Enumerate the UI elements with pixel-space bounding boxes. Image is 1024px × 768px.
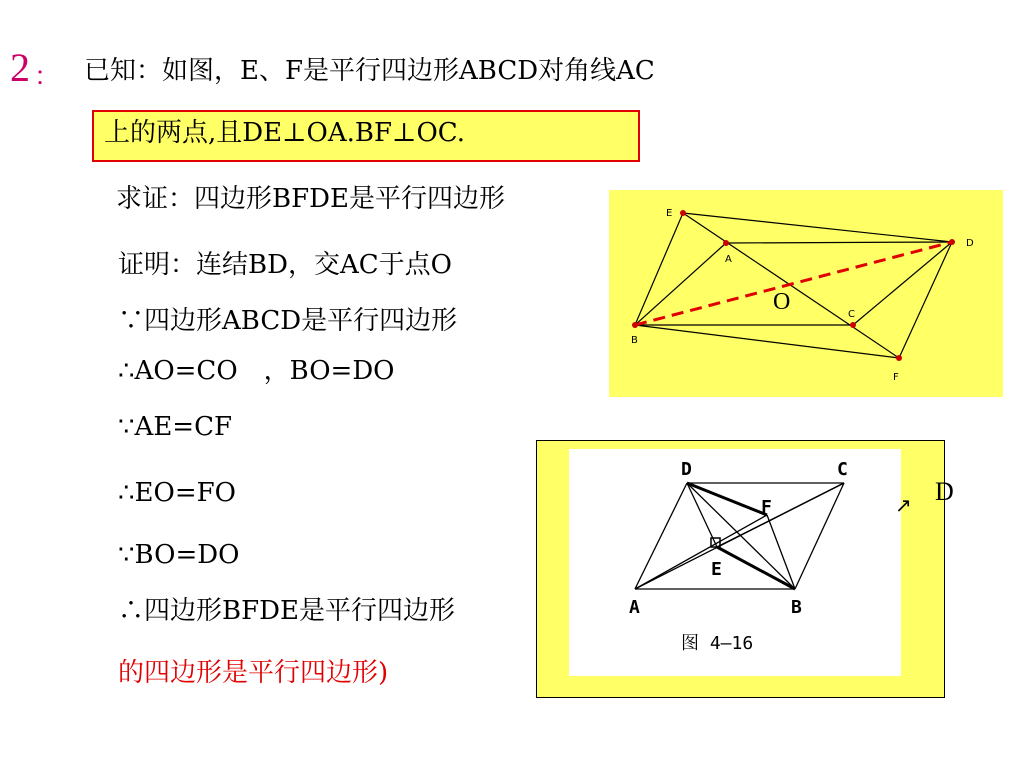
label-E: E [666,208,673,219]
stray-letter-D: D [935,477,954,506]
proof-line-5: ∴EO=FO [118,478,236,508]
label-F: F [761,497,772,518]
label-E: E [711,559,722,580]
prove-statement: 求证：四边形BFDE是平行四边形 [116,184,505,214]
proof-red-note: 的四边形是平行四边形) [118,658,389,688]
label-A: A [629,597,640,618]
label-D: D [966,238,974,249]
segment-ED [683,213,952,242]
point-F [896,355,902,361]
segment-EC [717,483,844,547]
segment-AD [726,242,952,243]
label-C: C [848,309,855,320]
proof-line-3: ∴AO=CO ，BO=DO [118,356,395,386]
point-A [723,240,729,246]
segment-BF [635,325,899,358]
given-line-2: 上的两点,且DE⊥OA.BF⊥OC. [104,118,466,148]
label-B: B [791,597,802,618]
point-C [850,322,856,328]
given-highlight-box [92,110,640,162]
stray-arrow-icon: ↗ [895,493,912,517]
figure2-diagram [569,449,901,676]
diagonal-BD-dashed [635,242,952,325]
label-B: B [631,335,638,346]
figure1-diagram [609,190,1003,397]
segment-AF [635,515,767,589]
figure2-panel [536,440,954,698]
problem-colon: ： [34,62,61,92]
label-C: C [837,459,848,480]
segment-EB-bold [717,547,795,589]
segment-EB [635,213,683,325]
segment-DF-bold [687,483,767,515]
figure1-panel [609,190,1003,397]
proof-line-1: 证明：连结BD，交AC于点O [118,250,452,280]
point-E [680,210,686,216]
point-B [632,322,638,328]
segment-AD [635,483,687,589]
label-O: O [773,289,791,315]
proof-line-6: ∵BO=DO [118,540,240,570]
label-A: A [725,254,732,265]
diagonal-DB [687,483,795,589]
label-D: D [681,459,692,480]
proof-line-4: ∵AE=CF [118,412,233,442]
segment-CB [795,483,844,589]
label-F: F [893,372,899,383]
given-line: 已知：如图，E、F是平行四边形ABCD对角线AC [84,56,655,86]
figure2-caption: 图 4—16 [681,633,754,654]
segment-FD [899,242,952,358]
proof-line-7: ∴四边形BFDE是平行四边形 [118,596,455,626]
point-D [949,239,955,245]
segment-FB [767,515,795,589]
figure2-canvas [569,449,901,676]
problem-number: 2 [10,45,30,90]
proof-line-2: ∵四边形ABCD是平行四边形 [118,306,458,336]
